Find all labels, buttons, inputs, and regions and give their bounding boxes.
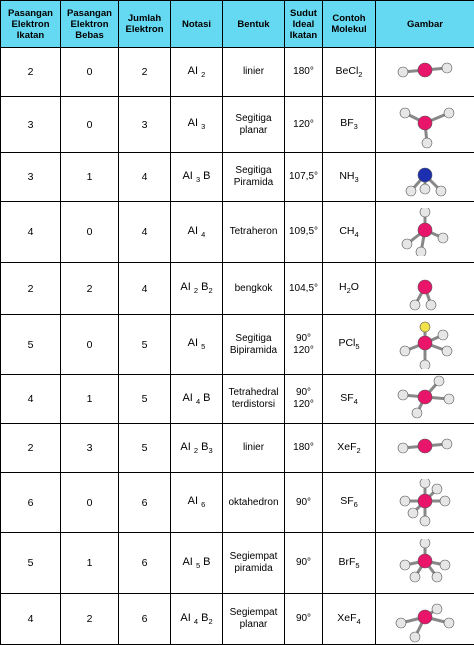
ligand-atom (420, 539, 430, 548)
cell-notasi (171, 424, 223, 473)
cell-contoh-molekul (323, 153, 376, 202)
cell-pasangan-elektron-ikatan: 6 (1, 473, 61, 533)
central-atom (418, 223, 432, 237)
header-bentuk: Bentuk (223, 1, 285, 48)
notasi-a: AI (180, 281, 190, 293)
header-pasangan-elektron-bebas: Pasangan Elektron Bebas (61, 1, 119, 48)
ligand-atom (434, 376, 444, 386)
table-row (1, 97, 474, 153)
cell-jumlah-elektron: 4 (119, 153, 171, 202)
cell-notasi (171, 473, 223, 533)
contoh-sub: 2 (347, 287, 351, 296)
cell-sudut: 120° (285, 97, 323, 153)
notasi-a: AI (188, 225, 198, 237)
contoh-base: XeF (337, 612, 356, 624)
ligand-atom (444, 394, 454, 404)
ligand-atom (400, 346, 410, 356)
cell-sudut: 180° (285, 424, 323, 473)
cell-jumlah-elektron: 5 (119, 375, 171, 424)
cell-bentuk: Segiempat piramida (223, 533, 285, 594)
cell-jumlah-elektron: 2 (119, 48, 171, 97)
contoh-sub: 4 (355, 230, 359, 239)
notasi-a-sub: 4 (194, 617, 198, 626)
cell-contoh-molekul (323, 424, 376, 473)
contoh-sub: 4 (357, 617, 361, 626)
cell-contoh-molekul (323, 263, 376, 315)
notasi-b-sub: 2 (208, 287, 212, 296)
central-atom (418, 168, 432, 182)
contoh-sub: 3 (355, 175, 359, 184)
notasi-b: B (203, 556, 210, 568)
central-atom (418, 63, 432, 77)
cell-pasangan-elektron-bebas: 0 (61, 97, 119, 153)
ligand-atom (444, 108, 454, 118)
cell-bentuk: Segiempat planar (223, 594, 285, 645)
ligand-atom (438, 330, 448, 340)
cell-jumlah-elektron: 4 (119, 202, 171, 263)
molecule-trigonal-bipyramid-icon (385, 321, 465, 369)
notasi-a-sub: 6 (201, 501, 205, 510)
ligand-atom (410, 300, 420, 310)
ligand-atom (420, 516, 430, 526)
cell-contoh-molekul (323, 533, 376, 594)
cell-pasangan-elektron-ikatan: 3 (1, 153, 61, 202)
cell-pasangan-elektron-bebas: 0 (61, 473, 119, 533)
ligand-atom (420, 360, 430, 369)
molecule-trigonal-pyramid-icon (385, 153, 465, 201)
cell-jumlah-elektron: 5 (119, 424, 171, 473)
cell-jumlah-elektron: 5 (119, 315, 171, 375)
contoh-base: PCl (338, 337, 355, 349)
molecule-bent-icon (385, 265, 465, 313)
notasi-a: AI (188, 65, 198, 77)
cell-pasangan-elektron-bebas: 0 (61, 315, 119, 375)
cell-sudut: 109,5° (285, 202, 323, 263)
cell-pasangan-elektron-bebas: 2 (61, 594, 119, 645)
table-row (1, 533, 474, 594)
cell-contoh-molekul (323, 594, 376, 645)
table-row (1, 375, 474, 424)
cell-sudut: 90° 120° (285, 375, 323, 424)
notasi-a: AI (182, 170, 192, 182)
cell-notasi (171, 153, 223, 202)
cell-jumlah-elektron: 3 (119, 97, 171, 153)
cell-contoh-molekul (323, 375, 376, 424)
cell-bentuk: linier (223, 424, 285, 473)
cell-pasangan-elektron-bebas: 1 (61, 533, 119, 594)
cell-gambar (376, 202, 474, 263)
cell-contoh-molekul (323, 48, 376, 97)
cell-notasi (171, 594, 223, 645)
ligand-atom (442, 63, 452, 73)
central-atom (418, 494, 432, 508)
molecule-tetrahedral-icon (385, 208, 465, 256)
contoh-sub: 6 (354, 501, 358, 510)
notasi-a-sub: 3 (196, 175, 200, 184)
cell-bentuk: Segitiga planar (223, 97, 285, 153)
central-atom (418, 439, 432, 453)
contoh-tail: O (351, 281, 359, 293)
notasi-a: AI (182, 556, 192, 568)
molecule-square-pyramid-icon (385, 539, 465, 587)
ligand-atom (440, 496, 450, 506)
notasi-b: B (203, 170, 210, 182)
notasi-a-sub: 5 (196, 561, 200, 570)
table-row (1, 263, 474, 315)
cell-notasi (171, 263, 223, 315)
cell-bentuk: oktahedron (223, 473, 285, 533)
ligand-atom (402, 239, 412, 249)
notasi-a: AI (180, 612, 190, 624)
notasi-a-sub: 4 (201, 230, 205, 239)
ligand-atom (442, 346, 452, 356)
notasi-a-sub: 2 (201, 70, 205, 79)
header-jumlah-elektron: Jumlah Elektron (119, 1, 171, 48)
ligand-atom (436, 186, 446, 196)
cell-pasangan-elektron-bebas: 2 (61, 263, 119, 315)
ligand-atom (420, 208, 430, 217)
cell-gambar (376, 48, 474, 97)
ligand-atom (440, 560, 450, 570)
notasi-a: AI (180, 441, 190, 453)
cell-gambar (376, 97, 474, 153)
cell-jumlah-elektron: 6 (119, 473, 171, 533)
cell-bentuk: Tetraheron (223, 202, 285, 263)
cell-gambar (376, 375, 474, 424)
central-atom (418, 280, 432, 294)
central-atom (418, 610, 432, 624)
central-atom (418, 554, 432, 568)
central-atom (418, 336, 432, 350)
ligand-atom (444, 618, 454, 628)
table-row (1, 594, 474, 645)
ligand-atom (442, 439, 452, 449)
contoh-sub: 5 (355, 561, 359, 570)
cell-sudut: 107,5° (285, 153, 323, 202)
molecule-seesaw-icon (385, 375, 465, 423)
header-pasangan-elektron-ikatan: Pasangan Elektron Ikatan (1, 1, 61, 48)
cell-notasi (171, 202, 223, 263)
ligand-atom (438, 233, 448, 243)
cell-notasi (171, 315, 223, 375)
cell-pasangan-elektron-ikatan: 2 (1, 263, 61, 315)
table-row (1, 153, 474, 202)
cell-gambar (376, 315, 474, 375)
cell-gambar (376, 533, 474, 594)
cell-contoh-molekul (323, 97, 376, 153)
central-atom (418, 390, 432, 404)
cell-gambar (376, 153, 474, 202)
ligand-atom (406, 186, 416, 196)
ligand-atom (400, 108, 410, 118)
cell-jumlah-elektron: 4 (119, 263, 171, 315)
contoh-base: NH (339, 170, 354, 182)
header-row (1, 1, 474, 48)
lone-pair-atom (420, 322, 430, 332)
cell-jumlah-elektron: 6 (119, 594, 171, 645)
cell-pasangan-elektron-bebas: 1 (61, 153, 119, 202)
contoh-base: SF (340, 392, 353, 404)
cell-pasangan-elektron-bebas: 0 (61, 202, 119, 263)
cell-contoh-molekul (323, 473, 376, 533)
cell-bentuk: bengkok (223, 263, 285, 315)
cell-notasi (171, 97, 223, 153)
ligand-atom (426, 300, 436, 310)
cell-notasi (171, 533, 223, 594)
molecule-octahedral-icon (385, 479, 465, 527)
molecule-linear-icon (385, 48, 465, 96)
central-atom (418, 116, 432, 130)
notasi-b-sub: 2 (208, 617, 212, 626)
ligand-atom (400, 496, 410, 506)
ligand-atom (400, 560, 410, 570)
header-notasi: Notasi (171, 1, 223, 48)
table-row (1, 202, 474, 263)
table-row (1, 315, 474, 375)
ligand-atom (422, 138, 432, 148)
contoh-sub: 3 (354, 123, 358, 132)
contoh-sub: 2 (358, 70, 362, 79)
cell-sudut: 104,5° (285, 263, 323, 315)
cell-bentuk: Tetrahedral terdistorsi (223, 375, 285, 424)
contoh-sub: 5 (355, 343, 359, 352)
contoh-sub: 4 (354, 397, 358, 406)
cell-gambar (376, 424, 474, 473)
table-row (1, 48, 474, 97)
cell-pasangan-elektron-ikatan: 4 (1, 594, 61, 645)
cell-notasi (171, 375, 223, 424)
notasi-b: B (201, 612, 208, 624)
contoh-base: H (339, 281, 347, 293)
cell-pasangan-elektron-ikatan: 5 (1, 315, 61, 375)
contoh-base: SF (340, 495, 353, 507)
cell-bentuk: linier (223, 48, 285, 97)
cell-sudut: 90° 120° (285, 315, 323, 375)
ligand-atom (432, 572, 442, 582)
contoh-base: XeF (337, 441, 356, 453)
ligand-atom (398, 443, 408, 453)
cell-sudut: 90° (285, 533, 323, 594)
header-contoh-molekul: Contoh Molekul (323, 1, 376, 48)
notasi-a-sub: 2 (194, 446, 198, 455)
cell-pasangan-elektron-ikatan: 3 (1, 97, 61, 153)
molecule-trigonal-planar-icon (385, 101, 465, 149)
ligand-atom (398, 67, 408, 77)
ligand-atom (410, 572, 420, 582)
molecule-square-planar-icon (385, 595, 465, 643)
contoh-sub: 2 (357, 446, 361, 455)
cell-gambar (376, 473, 474, 533)
ligand-atom (420, 479, 430, 488)
ligand-atom (432, 604, 442, 614)
header-gambar: Gambar (376, 1, 474, 48)
contoh-base: BeCl (336, 65, 359, 77)
notasi-b: B (201, 281, 208, 293)
cell-pasangan-elektron-ikatan: 2 (1, 48, 61, 97)
cell-sudut: 90° (285, 594, 323, 645)
notasi-a: AI (182, 392, 192, 404)
cell-contoh-molekul (323, 315, 376, 375)
ligand-atom (396, 618, 406, 628)
cell-bentuk: Segitiga Bipiramida (223, 315, 285, 375)
notasi-a-sub: 5 (201, 343, 205, 352)
notasi-a: AI (188, 117, 198, 129)
molecule-linear-icon (385, 424, 465, 472)
notasi-b: B (201, 441, 208, 453)
header-sudut-ideal-ikatan: Sudut Ideal Ikatan (285, 1, 323, 48)
cell-pasangan-elektron-bebas: 1 (61, 375, 119, 424)
notasi-a-sub: 2 (194, 287, 198, 296)
cell-pasangan-elektron-ikatan: 5 (1, 533, 61, 594)
notasi-a-sub: 3 (201, 123, 205, 132)
notasi-a-sub: 4 (196, 397, 200, 406)
table-row (1, 473, 474, 533)
cell-notasi (171, 48, 223, 97)
notasi-b: B (203, 392, 210, 404)
notasi-b-sub: 3 (208, 446, 212, 455)
cell-pasangan-elektron-ikatan: 4 (1, 202, 61, 263)
cell-pasangan-elektron-bebas: 0 (61, 48, 119, 97)
ligand-atom (398, 390, 408, 400)
cell-bentuk: Segitiga Piramida (223, 153, 285, 202)
contoh-base: BrF (338, 556, 355, 568)
contoh-base: BF (340, 117, 353, 129)
cell-pasangan-elektron-ikatan: 2 (1, 424, 61, 473)
table-row (1, 424, 474, 473)
notasi-a: AI (188, 337, 198, 349)
cell-gambar (376, 594, 474, 645)
cell-gambar (376, 263, 474, 315)
ligand-atom (408, 508, 418, 518)
cell-pasangan-elektron-ikatan: 4 (1, 375, 61, 424)
ligand-atom (416, 247, 426, 256)
ligand-atom (420, 184, 430, 194)
cell-jumlah-elektron: 6 (119, 533, 171, 594)
ligand-atom (410, 632, 420, 642)
contoh-base: CH (339, 225, 354, 237)
cell-sudut: 90° (285, 473, 323, 533)
ligand-atom (412, 408, 422, 418)
notasi-a: AI (188, 495, 198, 507)
cell-sudut: 180° (285, 48, 323, 97)
cell-pasangan-elektron-bebas: 3 (61, 424, 119, 473)
cell-contoh-molekul (323, 202, 376, 263)
ligand-atom (432, 484, 442, 494)
